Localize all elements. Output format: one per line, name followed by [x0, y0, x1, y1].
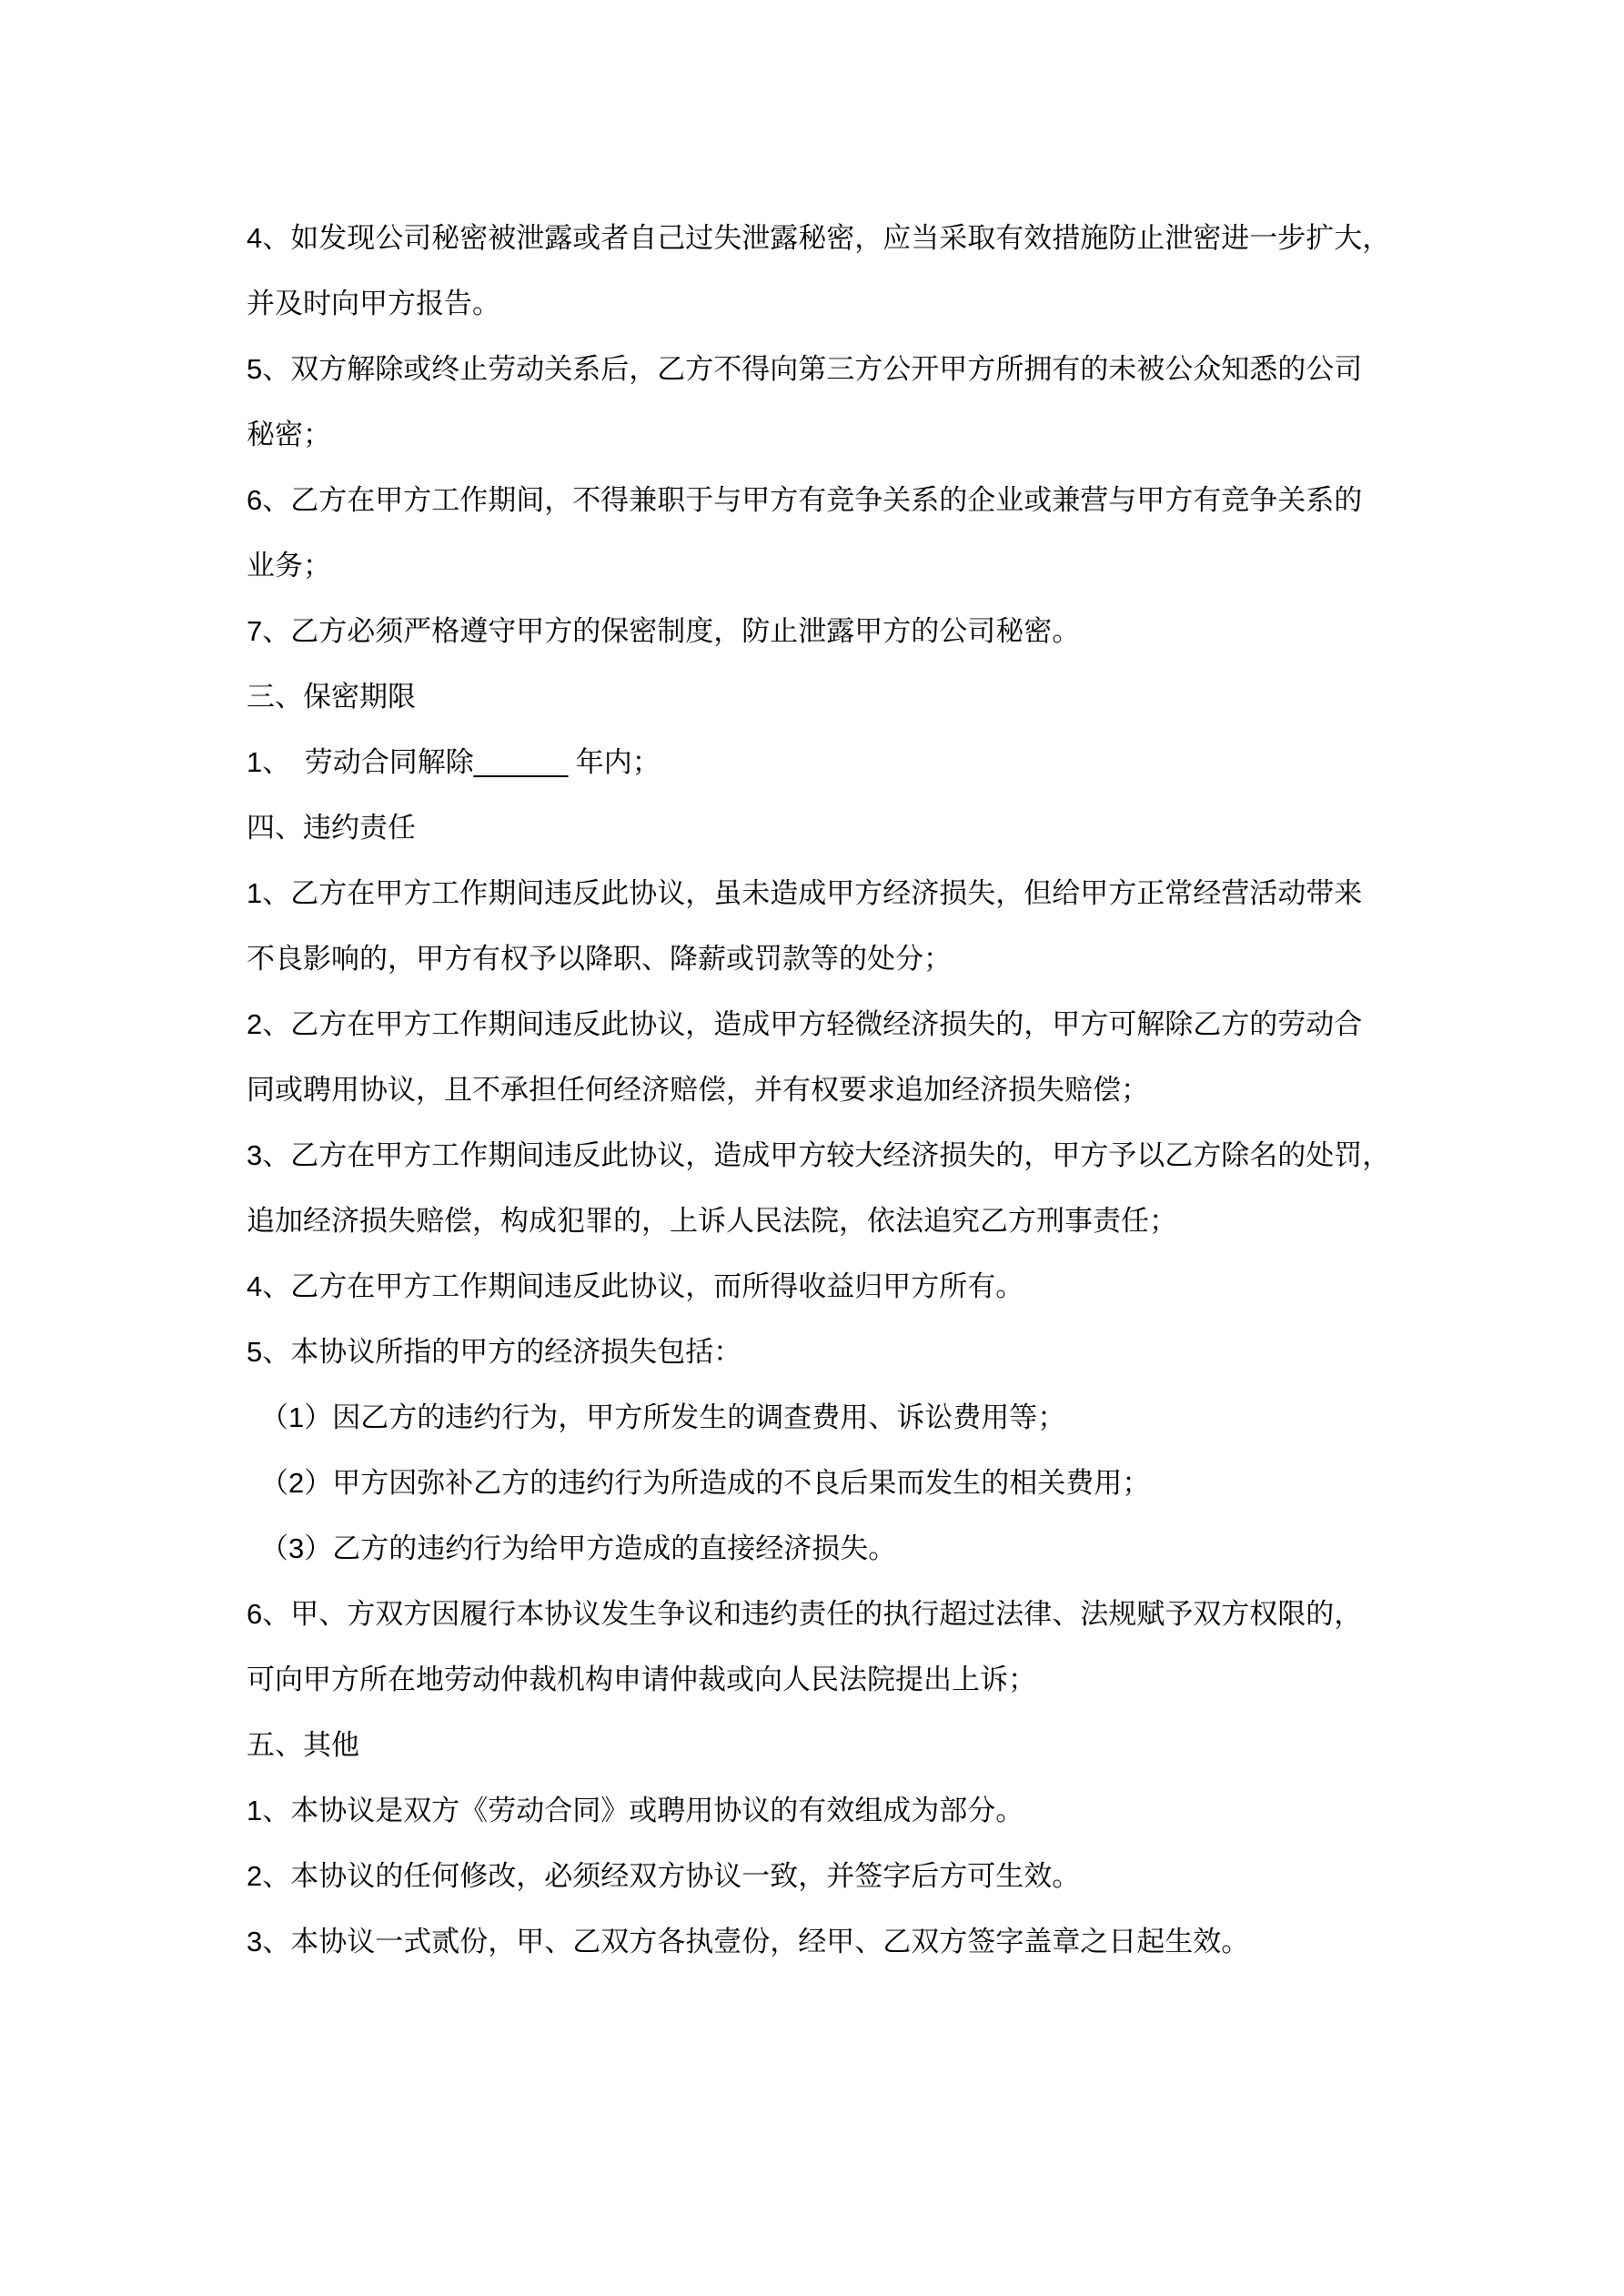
- document-body: [247, 206, 1466, 1975]
- clause-secrecy-4-line1: 4、如发现公司秘密被泄露或者自己过失泄露秘密，应当采取有效措施防止泄密进一步扩大，: [247, 222, 1391, 254]
- clause-breach-5-item3: （3）乙方的违约行为给甲方造成的直接经济损失。: [260, 1532, 897, 1564]
- clause-breach-3-line2: 追加经济损失赔偿，构成犯罪的，上诉人民法院，依法追究乙方刑事责任；: [247, 1205, 1177, 1237]
- clause-breach-6-line2: 可向甲方所在地劳动仲裁机构申请仲裁或向人民法院提出上诉；: [247, 1664, 1036, 1695]
- clause-breach-5-item2: （2）甲方因弥补乙方的违约行为所造成的不良后果而发生的相关费用；: [260, 1467, 1151, 1499]
- heading-section-5-others: 五、其他: [247, 1729, 359, 1761]
- clause-breach-4: 4、乙方在甲方工作期间违反此协议，而所得收益归甲方所有。: [247, 1270, 1024, 1302]
- clause-breach-1-line1: 1、乙方在甲方工作期间违反此协议，虽未造成甲方经济损失，但给甲方正常经营活动带来: [247, 877, 1363, 909]
- clause-secrecy-4-line2: 并及时向甲方报告。: [247, 288, 500, 319]
- heading-section-4-breach-liability: 四、违约责任: [247, 812, 416, 844]
- clause-breach-2-line1: 2、乙方在甲方工作期间违反此协议，造成甲方轻微经济损失的，甲方可解除乙方的劳动合: [247, 1008, 1363, 1040]
- clause-secrecy-6-line2: 业务；: [247, 550, 331, 582]
- clause-others-3: 3、本协议一式贰份，甲、乙双方各执壹份，经甲、乙双方签字盖章之日起生效。: [247, 1926, 1250, 1957]
- clause-secrecy-7: 7、乙方必须严格遵守甲方的保密制度，防止泄露甲方的公司秘密。: [247, 615, 1081, 647]
- clause-period-1-with-blank: 1、 劳动合同解除______ 年内；: [247, 746, 661, 778]
- clause-breach-2-line2: 同或聘用协议，且不承担任何经济赔偿，并有权要求追加经济损失赔偿；: [247, 1074, 1149, 1106]
- clause-secrecy-5-line2: 秘密；: [247, 419, 331, 450]
- clause-breach-1-line2: 不良影响的，甲方有权予以降职、降薪或罚款等的处分；: [247, 943, 952, 975]
- clause-secrecy-5-line1: 5、双方解除或终止劳动关系后，乙方不得向第三方公开甲方所拥有的未被公众知悉的公司: [247, 353, 1363, 385]
- clause-breach-6-line1: 6、甲、方双方因履行本协议发生争议和违约责任的执行超过法律、法规赋予双方权限的，: [247, 1598, 1363, 1630]
- clause-breach-3-line1: 3、乙方在甲方工作期间违反此协议，造成甲方较大经济损失的，甲方予以乙方除名的处罚，: [247, 1139, 1391, 1171]
- clause-others-1: 1、本协议是双方《劳动合同》或聘用协议的有效组成为部分。: [247, 1795, 1024, 1826]
- clause-secrecy-6-line1: 6、乙方在甲方工作期间，不得兼职于与甲方有竞争关系的企业或兼营与甲方有竞争关系的: [247, 484, 1363, 516]
- clause-breach-5-intro: 5、本协议所指的甲方的经济损失包括：: [247, 1336, 742, 1368]
- clause-others-2: 2、本协议的任何修改，必须经双方协议一致，并签字后方可生效。: [247, 1860, 1081, 1892]
- clause-breach-5-item1: （1）因乙方的违约行为，甲方所发生的调查费用、诉讼费用等；: [260, 1401, 1066, 1433]
- heading-section-3-confidentiality-period: 三、保密期限: [247, 681, 416, 713]
